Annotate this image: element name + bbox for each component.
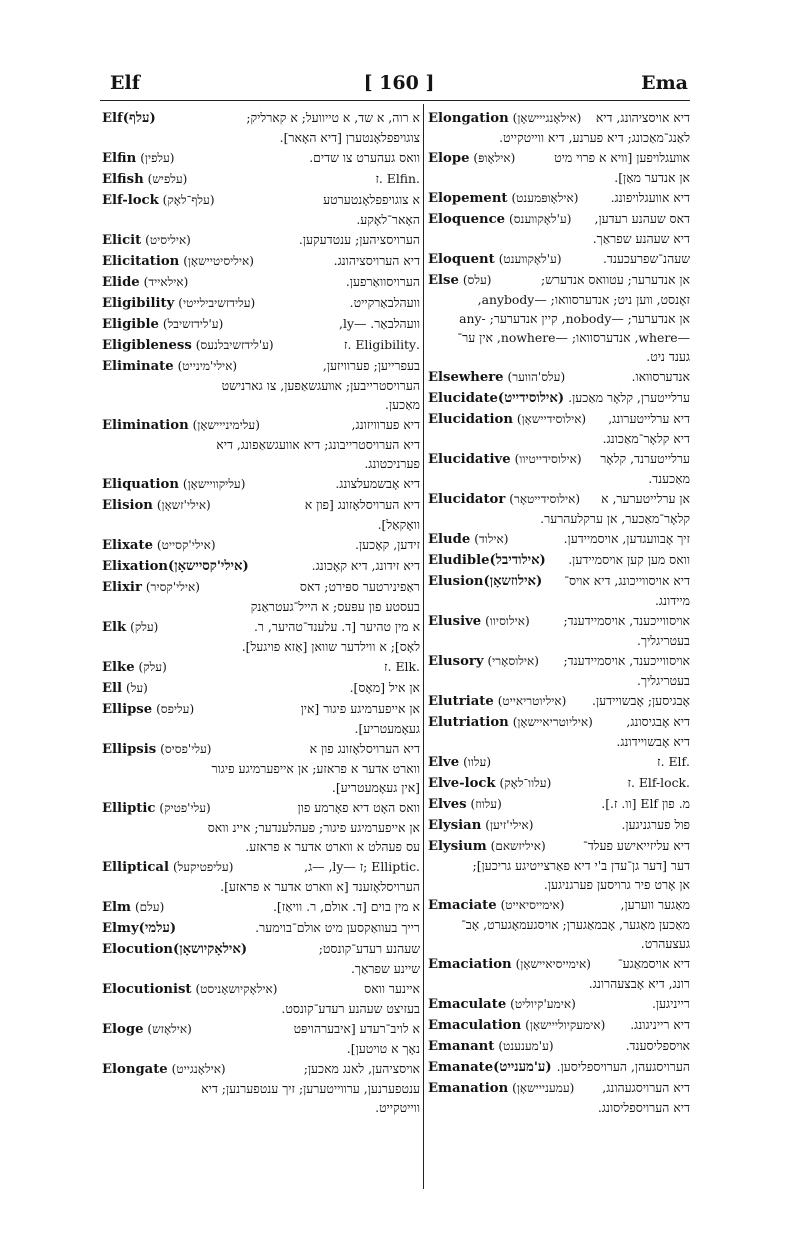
entry-definition: רייך בעוואַקסען מיט אולם־בוימער. — [255, 920, 420, 935]
entry-definition: דיא הערויסלאָזונג [פון א — [304, 497, 420, 512]
entry-headword: Else — [428, 273, 459, 288]
entry-pronunciation: (עמענייישאָן) — [512, 1081, 575, 1095]
entry-headword: Elliptic — [102, 801, 156, 816]
entry-headword: Elk — [102, 620, 127, 635]
entry-definition-continuation: מאַכען מאַגער, אָבמאַגערן; אויסגעמאָגערט, אָב־ — [461, 917, 690, 932]
dictionary-entry — [102, 190, 420, 229]
entry-pronunciation: (אילוסידייטאָר) — [509, 492, 581, 506]
dictionary-entry — [428, 571, 690, 610]
entry-definition: הערויסגעהן, הערויספליסען. — [556, 1059, 690, 1074]
entry-headword: Eloge — [102, 1022, 144, 1037]
entry-pronunciation: (אילאייד) — [143, 275, 189, 289]
entry-definition: שעהנ־שפרעכענד. — [602, 251, 690, 266]
dictionary-entry — [428, 270, 690, 366]
entry-headword: Elocutionist — [102, 982, 192, 997]
entry-headword: Eligible — [102, 317, 159, 332]
entry-definition: א לויב־רעדע [איבערהויפּט — [293, 1021, 420, 1036]
page-header — [110, 72, 688, 98]
entry-definition: א רוה, א שד, א טייוועל; א קארליק; — [246, 110, 420, 125]
entry-headword: Elusory — [428, 654, 484, 669]
header-rule — [100, 100, 690, 101]
dictionary-entry — [428, 489, 690, 528]
header-first-word: Elf — [110, 72, 140, 94]
entry-headword: Elucidation — [428, 412, 513, 427]
entry-headword: Elision — [102, 498, 153, 513]
entry-headword: Elide — [102, 275, 140, 290]
entry-pronunciation: (אילי'מינייט) — [177, 359, 238, 373]
dictionary-entry — [428, 691, 690, 711]
entry-definition-continuation: מאַכען. — [385, 397, 420, 412]
entry-pronunciation: (אילי'קסיר) — [145, 580, 200, 594]
entry-pronunciation: (עלווז) — [470, 797, 502, 811]
entry-definition: .Elfin .ז — [375, 171, 420, 186]
dictionary-entry — [428, 249, 690, 269]
entry-headword: Elke — [102, 660, 135, 675]
entry-definition: איינער וואס — [364, 981, 420, 996]
dictionary-entry — [102, 918, 420, 938]
entry-pronunciation: (עלידזשיבילייטי) — [178, 296, 256, 310]
dictionary-entry — [102, 356, 420, 414]
entry-definition: דיא פערוויזונג, — [351, 417, 420, 432]
entry-definition-continuation: —where, אנדערסוואו; —nowhere, אין ער־ — [457, 330, 690, 345]
entry-pronunciation: (איליסיטיישאָן) — [183, 254, 254, 268]
entry-definition-continuation: פערניכטונג. — [364, 456, 420, 471]
entry-pronunciation: (איליוטריאייט) — [497, 694, 567, 708]
entry-pronunciation: (עלפין) — [140, 151, 175, 165]
entry-headword: Elixate — [102, 538, 153, 553]
dictionary-entry — [102, 556, 420, 576]
entry-definition: דיא ערלייטערונג, — [608, 411, 690, 426]
entry-definition: .Elf-lock .ז — [627, 775, 690, 790]
entry-definition: דיא אָבגיסונג, — [626, 714, 690, 729]
column-divider — [423, 104, 424, 1189]
dictionary-entry — [428, 712, 690, 751]
dictionary-entry — [102, 857, 420, 896]
entry-definition: בעפרייען; פערוויזען, — [322, 358, 420, 373]
entry-definition-continuation: צוגויפפלאָנטערן [דיא האָאר]. — [279, 130, 420, 145]
entry-headword: Elusion(אילוזשאָן) — [428, 574, 543, 589]
entry-definition: דיא אָבשמעלצונג. — [335, 476, 420, 491]
entry-definition: אן אנדערער; עטוואס אנדערש; — [541, 272, 690, 287]
dictionary-entry — [428, 108, 690, 147]
entry-definition: דיא הערויסלאָזונג פון א — [309, 741, 420, 756]
entry-headword: Elongate — [102, 1062, 168, 1077]
entry-pronunciation: (אילאָזש) — [147, 1022, 192, 1036]
entry-definition: דיא אויסווייכונג, דיא אויס־ — [564, 573, 690, 588]
entry-definition-continuation: ווארט אדער א פראזע; אן אייפערמיגע פיגור — [211, 761, 420, 776]
entry-definition: דאס שעהנע רעדען, — [594, 211, 690, 226]
entry-headword: Elm — [102, 900, 132, 915]
entry-pronunciation: (אילאָקיושאָניסט) — [195, 982, 278, 996]
entry-pronunciation: (עלק) — [138, 660, 167, 674]
entry-definition: .Elf .ז — [657, 754, 690, 769]
entry-definition-continuation: אן אָרט פיר גרויסען פערגניגען. — [543, 877, 690, 892]
dictionary-entry — [428, 367, 690, 387]
header-last-word: Ema — [641, 72, 688, 94]
entry-pronunciation: (על) — [126, 681, 148, 695]
entry-pronunciation: (אימייסיאייט) — [500, 898, 565, 912]
dictionary-entry — [102, 678, 420, 698]
dictionary-entry — [428, 449, 690, 488]
entry-pronunciation: (אילוסידייטיוו) — [514, 452, 582, 466]
entry-definition: הערויסוואַרפען. — [345, 274, 420, 289]
dictionary-entry — [102, 617, 420, 656]
entry-headword: Eludible(אילודיבל) — [428, 553, 546, 568]
dictionary-entry — [102, 699, 420, 738]
entry-definition-continuation: בעזיצט שעהנע רעדע־קונסט. — [281, 1001, 420, 1016]
dictionary-entry — [102, 169, 420, 189]
dictionary-entry — [428, 752, 690, 772]
entry-headword: Eloquent — [428, 252, 495, 267]
entry-definition: דיא רייניגונג. — [630, 1017, 690, 1032]
entry-definition: דיא הערויסציהונג. — [333, 253, 420, 268]
dictionary-entry — [428, 651, 690, 690]
dictionary-entry — [102, 1059, 420, 1117]
entry-headword: Elutriation — [428, 715, 509, 730]
entry-definition-continuation: בעטריגליך. — [637, 633, 690, 648]
dictionary-entry — [102, 293, 420, 313]
entry-pronunciation: (עלס'הווער) — [507, 370, 566, 384]
dictionary-entry — [102, 474, 420, 494]
entry-definition-continuation: אן אייפערמיגע פיגור; פעהלענדער; איינ וואס — [207, 820, 420, 835]
entry-headword: Emanation — [428, 1081, 509, 1096]
entry-definition-continuation: קלאָר־מאַכער, אן ערקלעהרער. — [540, 511, 690, 526]
entry-definition-continuation: אן אנדערער; —nobody, קיין אנדערער; -any — [459, 311, 690, 326]
entry-definition: פול פערגניגען. — [621, 817, 690, 832]
entry-definition: א מין בוים [ד. אולם, ר. וויאַז]. — [272, 899, 420, 914]
entry-definition: זידען, קאָכען. — [355, 537, 420, 552]
entry-pronunciation: (אימעקיולייישאָן) — [525, 1018, 606, 1032]
entry-pronunciation: (אילוסיוו) — [485, 614, 530, 628]
entry-pronunciation: (איליוטריאיישאָן) — [512, 715, 593, 729]
entry-headword: Elf(עלף) — [102, 111, 156, 126]
entry-definition: אן ערלייטערער, א — [601, 491, 690, 506]
entry-pronunciation: (אילוד) — [474, 532, 509, 546]
dictionary-entry — [428, 994, 690, 1014]
entry-definition: דיא אוועגלויפונג. — [610, 190, 690, 205]
entry-headword: Elocution(אילאָקיושאָן) — [102, 942, 248, 957]
entry-definition: אויספליסענד. — [625, 1038, 690, 1053]
entry-definition: דיא עליזייאישע פעלד־ — [582, 838, 690, 853]
dictionary-entry — [102, 798, 420, 856]
entry-definition-continuation: בעטריגליך. — [637, 673, 690, 688]
entry-headword: Elfin — [102, 151, 137, 166]
dictionary-entry — [428, 836, 690, 894]
entry-definition: דיא אויסמאַגע־ — [617, 956, 690, 971]
dictionary-entry — [428, 895, 690, 953]
dictionary-entry — [428, 1036, 690, 1056]
entry-pronunciation: (אילוסידיישאָן) — [516, 412, 587, 426]
entry-definition: אויסווייכענד, אויסמיידענד; — [563, 653, 690, 668]
entry-pronunciation: (ע'לידזשיבל) — [162, 317, 224, 331]
entry-definition: א מין טהיער [ד. עלענד־טהיער, ר. — [253, 619, 420, 634]
entry-pronunciation: (עלימינייישאָן) — [192, 418, 260, 432]
entry-headword: Elucidator — [428, 492, 506, 507]
entry-definition-continuation: עס פעהלט א ווארט אדער א פראזע. — [245, 839, 420, 854]
entry-pronunciation: (עלם) — [134, 900, 165, 914]
entry-definition-continuation: וואָקאַל]. — [377, 517, 420, 532]
entry-headword: Elucidate(אילוסידייט) — [428, 391, 565, 406]
dictionary-entry — [102, 939, 420, 978]
dictionary-entry — [102, 657, 420, 677]
entry-headword: Emaciate — [428, 898, 497, 913]
entry-definition: מ. פון Elf [וו. ז.]. — [601, 796, 690, 811]
entry-definition: ראַפינירטער ספּירט; דאס — [299, 579, 420, 594]
entry-definition-continuation: דיא הערויספליסונג. — [597, 1100, 690, 1115]
entry-headword: Elve-lock — [428, 776, 496, 791]
entry-definition: הערויסציהען; ענטדעקען. — [298, 232, 420, 247]
entry-definition-continuation: שיינע שפראַך. — [350, 961, 420, 976]
entry-definition-continuation: דער [דער גן־עדן ב'י דיא פאַרצייטיגע גריכען]; — [472, 858, 690, 873]
entry-pronunciation: (עלף־לאָק) — [162, 193, 215, 207]
entry-headword: Eligibility — [102, 296, 175, 311]
entry-definition-continuation: געצעהרט. — [640, 936, 690, 951]
entry-headword: Elixation(אילי'קסיישאָן) — [102, 559, 249, 574]
entry-pronunciation: (ע'לאָקווענט) — [498, 252, 562, 266]
dictionary-entry — [102, 272, 420, 292]
entry-definition-continuation: דיא אָבשויידונג. — [616, 734, 690, 749]
dictionary-entry — [428, 148, 690, 187]
entry-definition-continuation: בעסטע פון עפּעס; א הייל־געטראַנק — [250, 599, 420, 614]
entry-definition: אנדערסוואו. — [631, 369, 690, 384]
entry-headword: Elf-lock — [102, 193, 159, 208]
entry-headword: Elutriate — [428, 694, 494, 709]
entry-pronunciation: (אימייסיאיישאָן) — [515, 957, 591, 971]
dictionary-entry — [102, 535, 420, 555]
entry-definition: רייניגען. — [651, 996, 690, 1011]
dictionary-entry — [102, 1019, 420, 1058]
dictionary-entry — [428, 1057, 690, 1077]
dictionary-entry — [428, 388, 690, 408]
entry-definition: .Elliptic ;ז —ly, —ג, — [304, 859, 420, 874]
entry-headword: Elfish — [102, 172, 144, 187]
entry-definition: .Elk .ז — [384, 659, 420, 674]
entry-definition: זיך אָבוועגדען, אויסמיידען. — [563, 531, 690, 546]
entry-definition-continuation: הערויסטרייבען; אוועגשאַפען, צו גארנישט — [221, 378, 420, 393]
entry-headword: Elusive — [428, 614, 482, 629]
left-column — [102, 108, 420, 1117]
entry-pronunciation: (אילאָנגייישאָן) — [512, 111, 582, 125]
dictionary-entry — [102, 251, 420, 271]
entry-headword: Elliptical — [102, 860, 169, 875]
entry-headword: Ell — [102, 681, 123, 696]
entry-pronunciation: (עלס) — [462, 273, 492, 287]
entry-definition-continuation: זאָנסט, ווען ניט; אנדערסוואו; —anybody, — [477, 292, 690, 307]
entry-pronunciation: (אילאָופּמענט) — [511, 191, 579, 205]
entry-headword: Elope — [428, 151, 470, 166]
entry-headword: Emaculate — [428, 997, 507, 1012]
entry-definition-continuation: ענטפערנען, ערווייטערען; זיך ענטפערנען; דיא — [201, 1081, 420, 1096]
entry-headword: Elysium — [428, 839, 487, 854]
entry-pronunciation: (אימע'קיוליט) — [510, 997, 576, 1011]
entry-pronunciation: (עלי'פטיק) — [159, 801, 211, 815]
entry-definition-continuation: לאָס]; א ווילדער שוואן [אַזא פויגעל]. — [241, 639, 420, 654]
entry-definition: .Eligibility .ז — [344, 337, 420, 352]
entry-definition-continuation: נאָך א טויטען]. — [346, 1041, 420, 1056]
entry-headword: Elude — [428, 532, 471, 547]
entry-headword: Elongation — [428, 111, 509, 126]
entry-definition: אוועגלויפען [וויא א פרוי מיט — [554, 150, 690, 165]
entry-definition: אויסציהען, לאנג מאכען; — [303, 1061, 420, 1076]
entry-definition: וואס האָט דיא פאָרמע פון — [297, 800, 420, 815]
entry-definition: דיא הערויסגעהונג, — [602, 1080, 690, 1095]
entry-definition-continuation: האָאר־לאָקע. — [356, 212, 420, 227]
entry-pronunciation: (אילאָנגייט) — [171, 1062, 226, 1076]
dictionary-entry — [102, 577, 420, 616]
entry-definition: וועהלבאַרקייט. — [349, 295, 420, 310]
entry-headword: Ellipse — [102, 702, 153, 717]
dictionary-entry — [102, 979, 420, 1018]
entry-pronunciation: (אילי'זיען) — [485, 818, 534, 832]
entry-pronunciation: (עליקוויישאָן) — [182, 477, 246, 491]
entry-pronunciation: (עלפיש) — [147, 172, 188, 186]
dictionary-entry — [102, 230, 420, 250]
entry-pronunciation: (אילי'קסייט) — [156, 538, 216, 552]
entry-headword: Elves — [428, 797, 467, 812]
entry-headword: Eligibleness — [102, 338, 192, 353]
entry-definition: אן איל [מאָס]. — [349, 680, 420, 695]
entry-definition-continuation: דיא שעהנע שפראַך. — [592, 231, 690, 246]
entry-definition: אָבגיסען; אָבשויידען. — [592, 693, 690, 708]
entry-headword: Emaculation — [428, 1018, 522, 1033]
entry-headword: Elicitation — [102, 254, 180, 269]
entry-headword: Elicit — [102, 233, 142, 248]
entry-pronunciation: (איליזשאם) — [490, 839, 546, 853]
dictionary-entry — [428, 529, 690, 549]
right-column — [428, 108, 690, 1117]
dictionary-entry — [428, 815, 690, 835]
page-number: [ 160 ] — [363, 72, 435, 94]
entry-pronunciation: (עלוו־לאָק) — [499, 776, 552, 790]
entry-definition-continuation: לאַנג־מאַכונג; דיא פערנע, דיא ווייטקייט. — [499, 130, 690, 145]
entry-headword: Elsewhere — [428, 370, 504, 385]
dictionary-entry — [102, 335, 420, 355]
dictionary-entry — [428, 1078, 690, 1117]
entry-pronunciation: (אילאָופּ) — [473, 151, 516, 165]
entry-definition-continuation: הערויסלאָזענד [א ווארט אדער א פראזע]. — [220, 879, 420, 894]
entry-headword: Eliquation — [102, 477, 179, 492]
entry-definition-continuation: גענד ניט. — [646, 349, 690, 364]
entry-pronunciation: (עלוו) — [463, 755, 491, 769]
entry-pronunciation: (ע'לידזשיבלנעס) — [195, 338, 274, 352]
entry-headword: Eliminate — [102, 359, 174, 374]
dictionary-entry — [102, 739, 420, 797]
entry-headword: Eloquence — [428, 212, 506, 227]
entry-pronunciation: (אילוסאָרי) — [487, 654, 539, 668]
entry-definition: ערלייטערנד, קלאָר — [600, 451, 690, 466]
entry-definition: דיא אויסציהונג, דיא — [595, 110, 690, 125]
entry-definition: ערלייטערן, קלאָר מאַכען. — [568, 390, 690, 405]
dictionary-entry — [428, 773, 690, 793]
dictionary-entry — [102, 314, 420, 334]
entry-definition: דיא זידונג, דיא קאָכונג. — [311, 558, 420, 573]
dictionary-entry — [102, 108, 420, 147]
entry-definition-continuation: אן אנדער מאַן]. — [614, 170, 690, 185]
entry-definition-continuation: מיידונג. — [654, 593, 690, 608]
entry-headword: Elmy(עלמי) — [102, 921, 177, 936]
dictionary-entry — [428, 794, 690, 814]
dictionary-entry — [428, 611, 690, 650]
entry-definition-continuation: דיא הערויסטרייבונג; דיא אוועגשאַפונג, דיא — [216, 437, 420, 452]
entry-headword: Elopement — [428, 191, 508, 206]
dictionary-entry — [428, 954, 690, 993]
entry-pronunciation: (אילי'זשאָן) — [156, 498, 211, 512]
entry-pronunciation: (עלי'פסיס) — [160, 742, 212, 756]
entry-headword: Elixir — [102, 580, 142, 595]
entry-headword: Emanate(ע'מענייט) — [428, 1060, 552, 1075]
entry-definition: שעהנע רעדע־קונסט; — [318, 941, 420, 956]
dictionary-entry — [102, 415, 420, 473]
entry-definition-continuation: געאָמעטריע]. — [354, 721, 420, 736]
entry-pronunciation: (ע'מענענט) — [498, 1039, 554, 1053]
entry-pronunciation: (עליפטיקעל) — [172, 860, 234, 874]
dictionary-entry — [102, 897, 420, 917]
entry-definition: מאַגער ווערען, — [620, 897, 690, 912]
dictionary-entry — [428, 409, 690, 448]
entry-definition: וועהלבאַר. —ly, — [339, 316, 420, 331]
entry-definition: וואס מען קען אויסמיידען. — [568, 552, 690, 567]
entry-definition-continuation: [אין געאָמעטריע]. — [331, 780, 420, 795]
dictionary-entry — [102, 148, 420, 168]
entry-headword: Emanant — [428, 1039, 495, 1054]
entry-definition: וואס געהערט צו שדים. — [309, 150, 420, 165]
dictionary-entry — [428, 1015, 690, 1035]
entry-headword: Ellipsis — [102, 742, 157, 757]
dictionary-entry — [428, 209, 690, 248]
entry-pronunciation: (עליפס) — [156, 702, 195, 716]
entry-definition-continuation: דיא קלאָר־מאַכונג. — [602, 431, 690, 446]
entry-headword: Elysian — [428, 818, 482, 833]
dictionary-entry — [428, 550, 690, 570]
entry-pronunciation: (ע'לאָקווענס) — [509, 212, 572, 226]
entry-definition: א צוגויפפלאָנטערטע — [323, 192, 420, 207]
entry-definition: אן אייפערמיגע פיגור [אין — [300, 701, 420, 716]
entry-headword: Elucidative — [428, 452, 511, 467]
entry-pronunciation: (איליסיט) — [145, 233, 191, 247]
entry-headword: Emaciation — [428, 957, 512, 972]
entry-definition: אויסווייכענד, אויסמיידענד; — [563, 613, 690, 628]
entry-definition-continuation: מאַכענד. — [648, 471, 690, 486]
entry-headword: Elve — [428, 755, 460, 770]
entry-definition-continuation: ווייטקייט. — [375, 1100, 420, 1115]
dictionary-entry — [428, 188, 690, 208]
dictionary-entry — [102, 495, 420, 534]
entry-pronunciation: (עלק) — [130, 620, 159, 634]
entry-headword: Elimination — [102, 418, 189, 433]
entry-definition-continuation: רונג, דיא אָבצעהרונג. — [588, 976, 690, 991]
